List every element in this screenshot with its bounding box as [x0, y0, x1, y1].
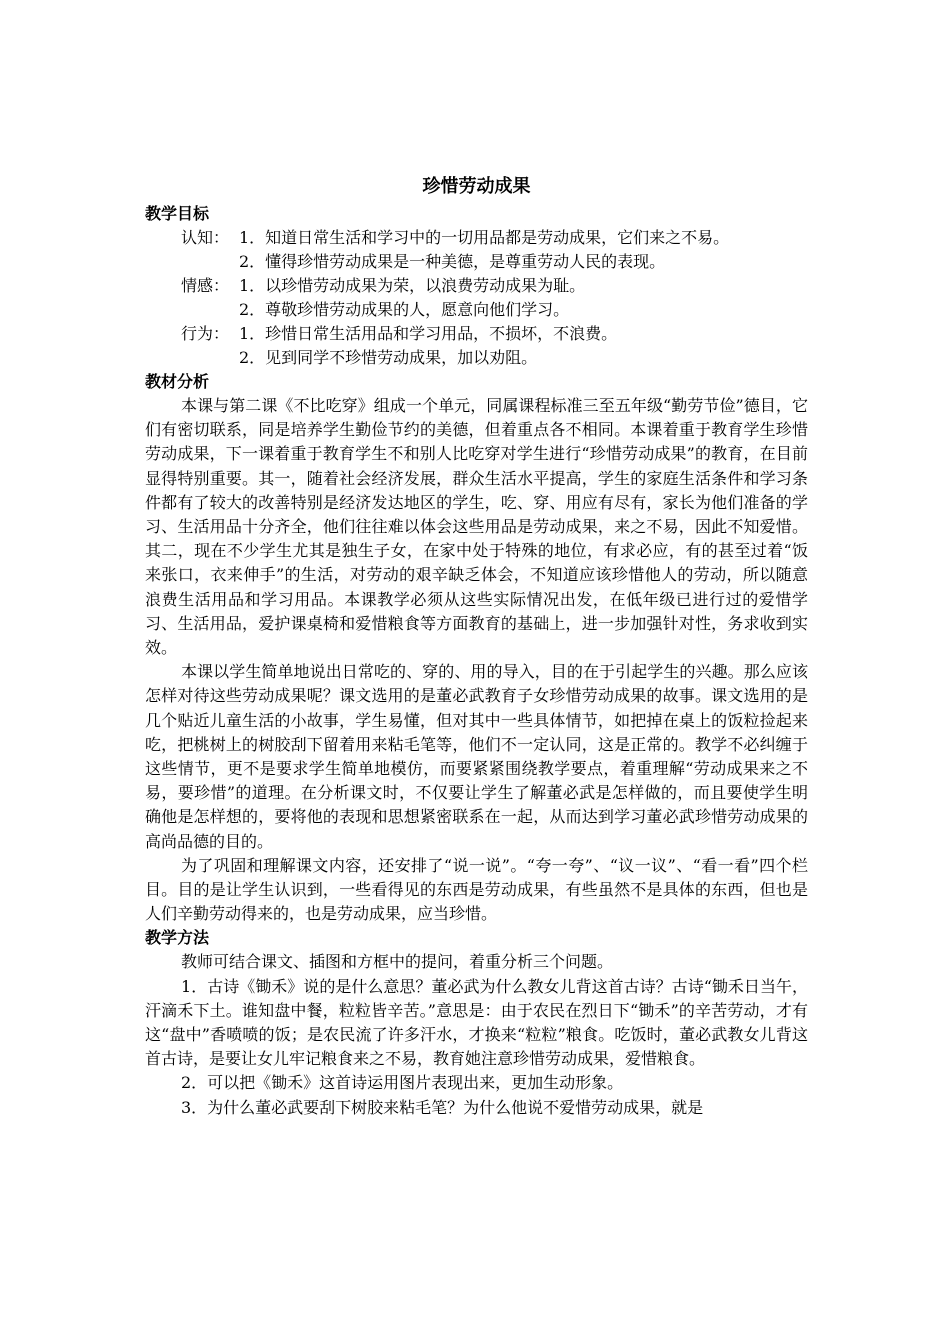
- objective-category: 情感：: [181, 276, 230, 295]
- document-title: 珍惜劳动成果: [422, 176, 531, 197]
- objective-row: [145, 274, 808, 298]
- document-body: [145, 172, 808, 1120]
- objective-text: 2．懂得珍惜劳动成果是一种美德，是尊重劳动人民的表现。: [239, 252, 666, 271]
- objective-text: 2．尊敬珍惜劳动成果的人，愿意向他们学习。: [239, 300, 570, 319]
- section-heading-methods: 教学方法: [145, 928, 210, 948]
- methods-paragraph: 3．为什么董必武要刮下树胶来粘毛笔？为什么他说不爱惜劳动成果，就是: [181, 1097, 704, 1117]
- analysis-paragraph: 本课以学生简单地说出日常吃的、穿的、用的导入，目的在于引起学生的兴趣。那么应该怎样对待这些劳动成果呢？课文选用的是董必武教育子女珍惜劳动成果的故事。课文选用的是几个贴近儿童生活的小故事，学生易懂，但对其中一些具体情节，如把掉在桌上的饭粒捡起来吃，把桃树上的树胶刮下留着用来粘毛笔等，他们不一定认同，这是正常的。教学不必纠缠于这些情节，更不是要求学生简单地模仿，而要紧紧围绕教学要点，着重理解“劳动成果来之不易，要珍惜”的道理。在分析课文时，不仅要让学生了解董必武是怎样做的，而且要使学生明确他是怎样想的，要将他的表现和思想紧密联系在一起，从而达到学习董必武珍惜劳动成果的高尚品德的目的。: [145, 662, 808, 851]
- methods-paragraph: 教师可结合课文、插图和方框中的提问，着重分析三个问题。: [181, 952, 614, 972]
- analysis-paragraph: 为了巩固和理解课文内容，还安排了“说一说”。“夸一夸”、“议一议”、“看一看”四个栏目。目的是让学生认识到，一些看得见的东西是劳动成果，有些虽然不是具体的东西，但也是人们辛勤劳动得来的，也是劳动成果，应当珍惜。: [145, 855, 808, 924]
- objective-row: [145, 250, 808, 274]
- objective-text: 2．见到同学不珍惜劳动成果，加以劝阻。: [239, 348, 538, 367]
- section-heading-objectives: 教学目标: [145, 204, 210, 223]
- objective-category: 认知：: [181, 228, 230, 247]
- objective-row: [145, 226, 808, 250]
- objectives-list: [145, 226, 808, 370]
- analysis-paragraph: 本课与第二课《不比吃穿》组成一个单元，同属课程标准三至五年级“勤劳节俭”德目，它们有密切联系，同是培养学生勤俭节约的美德，但着重点各不相同。本课着重于教育学生珍惜劳动成果，下一课着重于教育学生不和别人比吃穿对学生进行“珍惜劳动成果”的教育，在目前显得特别重要。其一，随着社会经济发展，群众生活水平提高，学生的家庭生活条件和学习条件都有了较大的改善特别是经济发达地区的学生，吃、穿、用应有尽有，家长为他们准备的学习、生活用品十分齐全，他们往往难以体会这些用品是劳动成果，来之不易，因此不知爱惜。其二，现在不少学生尤其是独生子女，在家中处于特殊的地位，有求必应，有的甚至过着“饭来张口，衣来伸手”的生活，对劳动的艰辛缺乏体会，不知道应该珍惜他人的劳动，所以随意浪费生活用品和学习用品。本课教学必须从这些实际情况出发，在低年级已进行过的爱惜学习、生活用品，爱护课桌椅和爱惜粮食等方面教育的基础上，进一步加强针对性，务求收到实效。: [145, 396, 808, 658]
- objective-text: 1．珍惜日常生活用品和学习用品，不损坏，不浪费。: [239, 324, 618, 343]
- objective-row: [145, 298, 808, 322]
- objective-row: [145, 346, 808, 370]
- methods-paragraph: 1．古诗《锄禾》说的是什么意思？董必武为什么教女儿背这首古诗？古诗“锄禾日当午，汗滴禾下土。谁知盘中餐，粒粒皆辛苦。”意思是：由于农民在烈日下“锄禾”的辛苦劳动，才有这“盘中”香喷喷的饭；是农民流了许多汗水，才换来“粒粒”粮食。吃饭时，董必武教女儿背这首古诗，是要让女儿牢记粮食来之不易，教育她注意珍惜劳动成果，爱惜粮食。: [145, 976, 808, 1069]
- objective-text: 1．知道日常生活和学习中的一切用品都是劳动成果，它们来之不易。: [239, 228, 730, 247]
- objective-text: 1．以珍惜劳动成果为荣，以浪费劳动成果为耻。: [239, 276, 586, 295]
- objective-category: 行为：: [181, 324, 230, 343]
- methods-paragraph: 2．可以把《锄禾》这首诗运用图片表现出来，更加生动形象。: [181, 1073, 624, 1093]
- objective-category: [145, 346, 239, 370]
- objective-category: [145, 250, 239, 274]
- objective-category: [145, 298, 239, 322]
- objective-row: [145, 322, 808, 346]
- section-heading-analysis: 教材分析: [145, 372, 210, 391]
